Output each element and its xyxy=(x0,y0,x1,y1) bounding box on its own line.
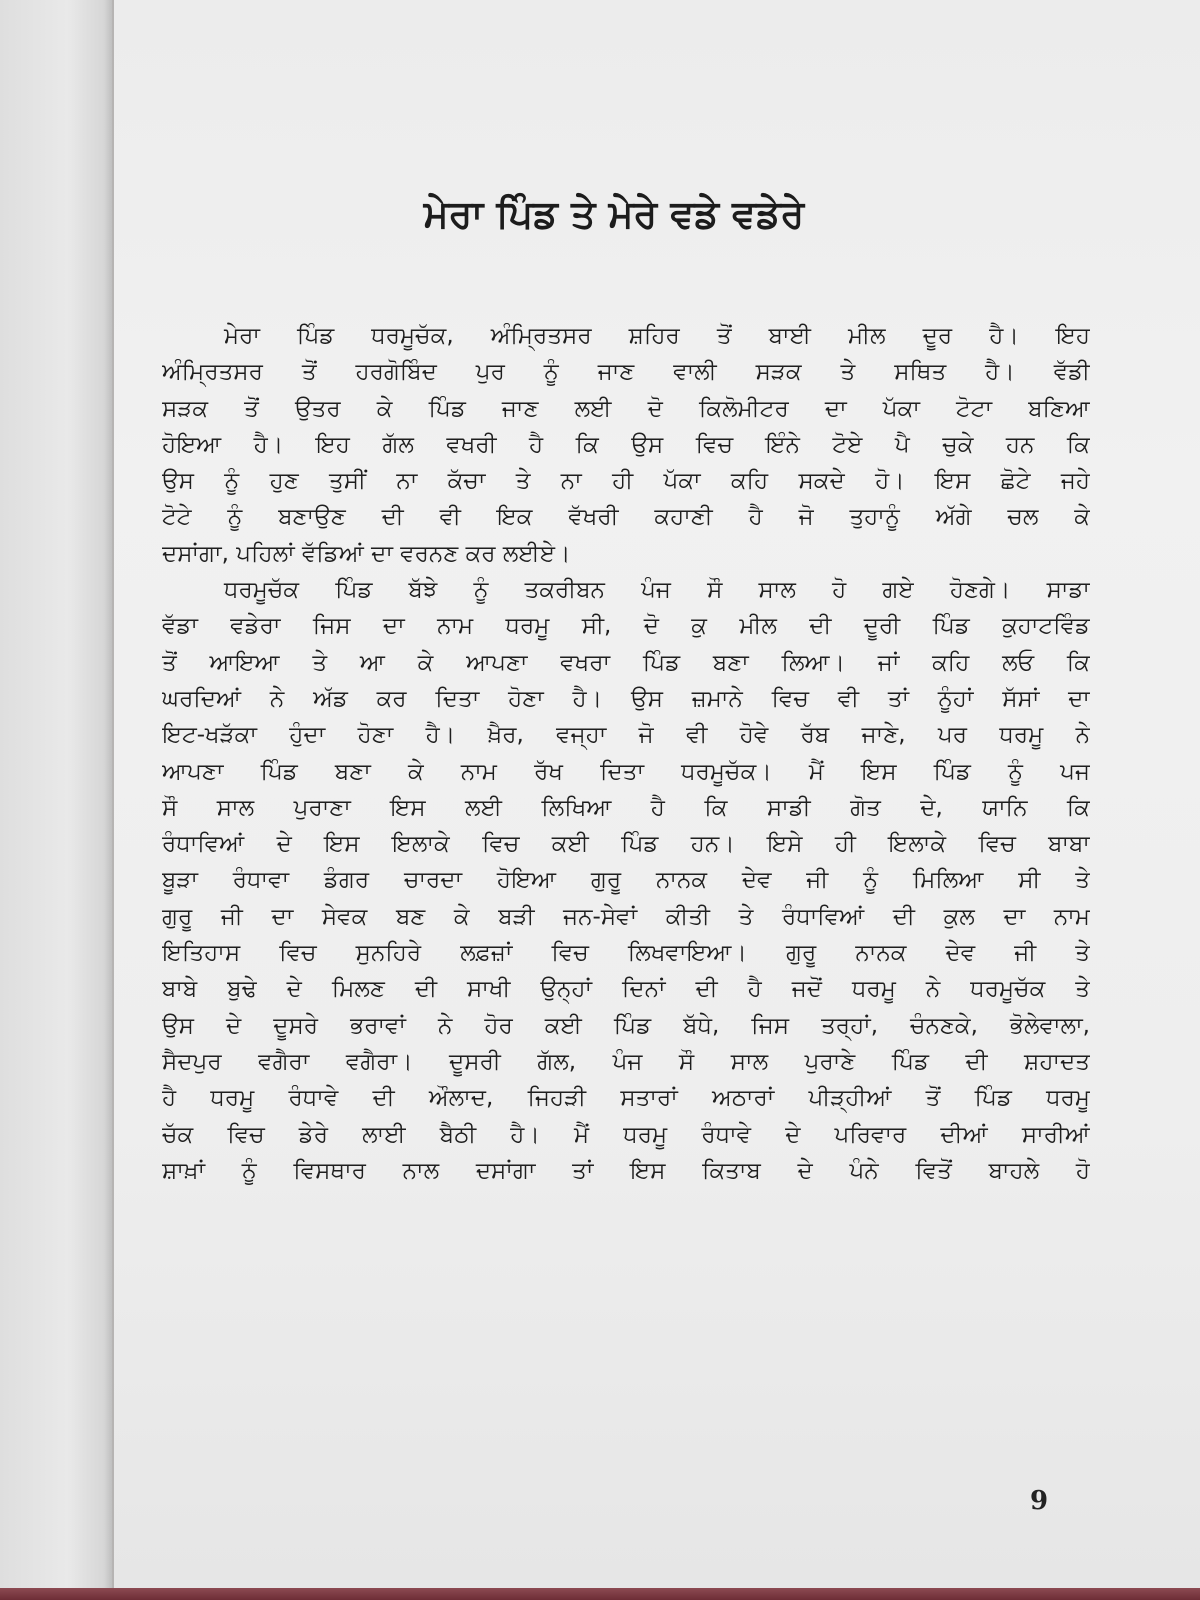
page-number: 9 xyxy=(1030,1486,1049,1516)
text-line: ਇਤਿਹਾਸ ਵਿਚ ਸੁਨਹਿਰੇ ਲਫ਼ਜ਼ਾਂ ਵਿਚ ਲਿਖਵਾਇਆ। ਗੁਰੂ ਨਾਨਕ ਦੇਵ ਜੀ ਤੇ xyxy=(162,940,1090,967)
text-line: ਚੱਕ ਵਿਚ ਡੇਰੇ ਲਾਈ ਬੈਠੀ ਹੈ। ਮੈਂ ਧਰਮੂ ਰੰਧਾਵੇ ਦੇ ਪਰਿਵਾਰ ਦੀਆਂ ਸਾਰੀਆਂ xyxy=(162,1121,1090,1148)
text-line: ਮੇਰਾ ਪਿੰਡ ਧਰਮੂਚੱਕ, ਅੰਮ੍ਰਿਤਸਰ ਸ਼ਹਿਰ ਤੋਂ ਬਾਈ ਮੀਲ ਦੂਰ ਹੈ। ਇਹ xyxy=(224,323,1090,349)
text-line: ਉਸ ਦੇ ਦੂਸਰੇ ਭਰਾਵਾਂ ਨੇ ਹੋਰ ਕਈ ਪਿੰਡ ਬੱਧੇ, ਜਿਸ ਤਰ੍ਹਾਂ, ਚੰਨਣਕੇ, ਭੋਲੇਵਾਲਾ, xyxy=(162,1012,1090,1039)
text-line: ਬਾਬੇ ਬੁਢੇ ਦੇ ਮਿਲਣ ਦੀ ਸਾਖੀ ਉਨ੍ਹਾਂ ਦਿਨਾਂ ਦੀ ਹੈ ਜਦੋਂ ਧਰਮੂ ਨੇ ਧਰਮੂਚੱਕ ਤੇ xyxy=(162,976,1090,1003)
text-line: ਘਰਦਿਆਂ ਨੇ ਅੱਡ ਕਰ ਦਿਤਾ ਹੋਣਾ ਹੈ। ਉਸ ਜ਼ਮਾਨੇ ਵਿਚ ਵੀ ਤਾਂ ਨੂੰਹਾਂ ਸੱਸਾਂ ਦਾ xyxy=(162,685,1090,712)
text-line: ਸ਼ਾਖ਼ਾਂ ਨੂੰ ਵਿਸਥਾਰ ਨਾਲ ਦਸਾਂਗਾ ਤਾਂ ਇਸ ਕਿਤਾਬ ਦੇ ਪੰਨੇ ਵਿਤੋਂ ਬਾਹਲੇ ਹੋ xyxy=(162,1157,1090,1184)
text-line: ਟੋਟੇ ਨੂੰ ਬਣਾਉਣ ਦੀ ਵੀ ਇਕ ਵੱਖਰੀ ਕਹਾਣੀ ਹੈ ਜੋ ਤੁਹਾਨੂੰ ਅੱਗੇ ਚਲ ਕੇ xyxy=(162,504,1090,531)
text-line: ਉਸ ਨੂੰ ਹੁਣ ਤੁਸੀਂ ਨਾ ਕੱਚਾ ਤੇ ਨਾ ਹੀ ਪੱਕਾ ਕਹਿ ਸਕਦੇ ਹੋ। ਇਸ ਛੋਟੇ ਜਹੇ xyxy=(162,468,1090,495)
text-line: ਸੈਦਪੁਰ ਵਗੈਰਾ ਵਗੈਰਾ। ਦੂਸਰੀ ਗੱਲ, ਪੰਜ ਸੌ ਸਾਲ ਪੁਰਾਣੇ ਪਿੰਡ ਦੀ ਸ਼ਹਾਦਤ xyxy=(162,1048,1090,1075)
text-line: ਤੋਂ ਆਇਆ ਤੇ ਆ ਕੇ ਆਪਣਾ ਵਖਰਾ ਪਿੰਡ ਬਣਾ ਲਿਆ। ਜਾਂ ਕਹਿ ਲਓ ਕਿ xyxy=(162,649,1090,676)
text-line: ਬੂੜਾ ਰੰਧਾਵਾ ਡੰਗਰ ਚਾਰਦਾ ਹੋਇਆ ਗੁਰੂ ਨਾਨਕ ਦੇਵ ਜੀ ਨੂੰ ਮਿਲਿਆ ਸੀ ਤੇ xyxy=(162,867,1090,894)
body-text xyxy=(162,318,1090,1189)
text-line: ਵੱਡਾ ਵਡੇਰਾ ਜਿਸ ਦਾ ਨਾਮ ਧਰਮੂ ਸੀ, ਦੋ ਕੁ ਮੀਲ ਦੀ ਦੂਰੀ ਪਿੰਡ ਕੁਹਾਟਵਿੰਡ xyxy=(162,613,1090,640)
text-line: ਹੋਇਆ ਹੈ। ਇਹ ਗੱਲ ਵਖਰੀ ਹੈ ਕਿ ਉਸ ਵਿਚ ਇੰਨੇ ਟੋਏ ਪੈ ਚੁਕੇ ਹਨ ਕਿ xyxy=(162,431,1090,458)
text-line: ਗੁਰੂ ਜੀ ਦਾ ਸੇਵਕ ਬਣ ਕੇ ਬੜੀ ਜਨ-ਸੇਵਾਂ ਕੀਤੀ ਤੇ ਰੰਧਾਵਿਆਂ ਦੀ ਕੁਲ ਦਾ ਨਾਮ xyxy=(162,903,1090,930)
text-line: ਅੰਮ੍ਰਿਤਸਰ ਤੋਂ ਹਰਗੋਬਿੰਦ ਪੁਰ ਨੂੰ ਜਾਣ ਵਾਲੀ ਸੜਕ ਤੇ ਸਥਿਤ ਹੈ। ਵੱਡੀ xyxy=(162,359,1090,386)
text-line: ਇਟ-ਖੜੱਕਾ ਹੁੰਦਾ ਹੋਣਾ ਹੈ। ਖ਼ੈਰ, ਵਜ੍ਹਾ ਜੋ ਵੀ ਹੋਵੇ ਰੱਬ ਜਾਣੇ, ਪਰ ਧਰਮੂ ਨੇ xyxy=(162,722,1090,749)
facing-page-edge xyxy=(0,0,112,1600)
chapter-title: ਮੇਰਾ ਪਿੰਡ ਤੇ ਮੇਰੇ ਵਡੇ ਵਡੇਰੇ xyxy=(423,192,805,236)
text-line: ਆਪਣਾ ਪਿੰਡ ਬਣਾ ਕੇ ਨਾਮ ਰੱਖ ਦਿਤਾ ਧਰਮੂਚੱਕ। ਮੈਂ ਇਸ ਪਿੰਡ ਨੂੰ ਪਜ xyxy=(162,758,1090,785)
text-line: ਸੜਕ ਤੋਂ ਉਤਰ ਕੇ ਪਿੰਡ ਜਾਣ ਲਈ ਦੋ ਕਿਲੋਮੀਟਰ ਦਾ ਪੱਕਾ ਟੋਟਾ ਬਣਿਆ xyxy=(162,395,1090,422)
text-line: ਸੌ ਸਾਲ ਪੁਰਾਣਾ ਇਸ ਲਈ ਲਿਖਿਆ ਹੈ ਕਿ ਸਾਡੀ ਗੋਤ ਦੇ, ਯਾਨਿ ਕਿ xyxy=(162,794,1090,821)
text-line: ਧਰਮੂਚੱਕ ਪਿੰਡ ਬੱਝੇ ਨੂੰ ਤਕਰੀਬਨ ਪੰਜ ਸੌ ਸਾਲ ਹੋ ਗਏ ਹੋਣਗੇ। ਸਾਡਾ xyxy=(224,577,1090,604)
book-cover-edge xyxy=(0,1588,1200,1600)
text-line: ਰੰਧਾਵਿਆਂ ਦੇ ਇਸ ਇਲਾਕੇ ਵਿਚ ਕਈ ਪਿੰਡ ਹਨ। ਇਸੇ ਹੀ ਇਲਾਕੇ ਵਿਚ ਬਾਬਾ xyxy=(162,831,1090,858)
text-line: ਦਸਾਂਗਾ, ਪਹਿਲਾਂ ਵੱਡਿਆਂ ਦਾ ਵਰਨਣ ਕਰ ਲਈਏ। xyxy=(162,540,571,567)
text-line: ਹੈ ਧਰਮੂ ਰੰਧਾਵੇ ਦੀ ਔਲਾਦ, ਜਿਹੜੀ ਸਤਾਰਾਂ ਅਠਾਰਾਂ ਪੀੜ੍ਹੀਆਂ ਤੋਂ ਪਿੰਡ ਧਰਮੂ xyxy=(162,1085,1090,1112)
